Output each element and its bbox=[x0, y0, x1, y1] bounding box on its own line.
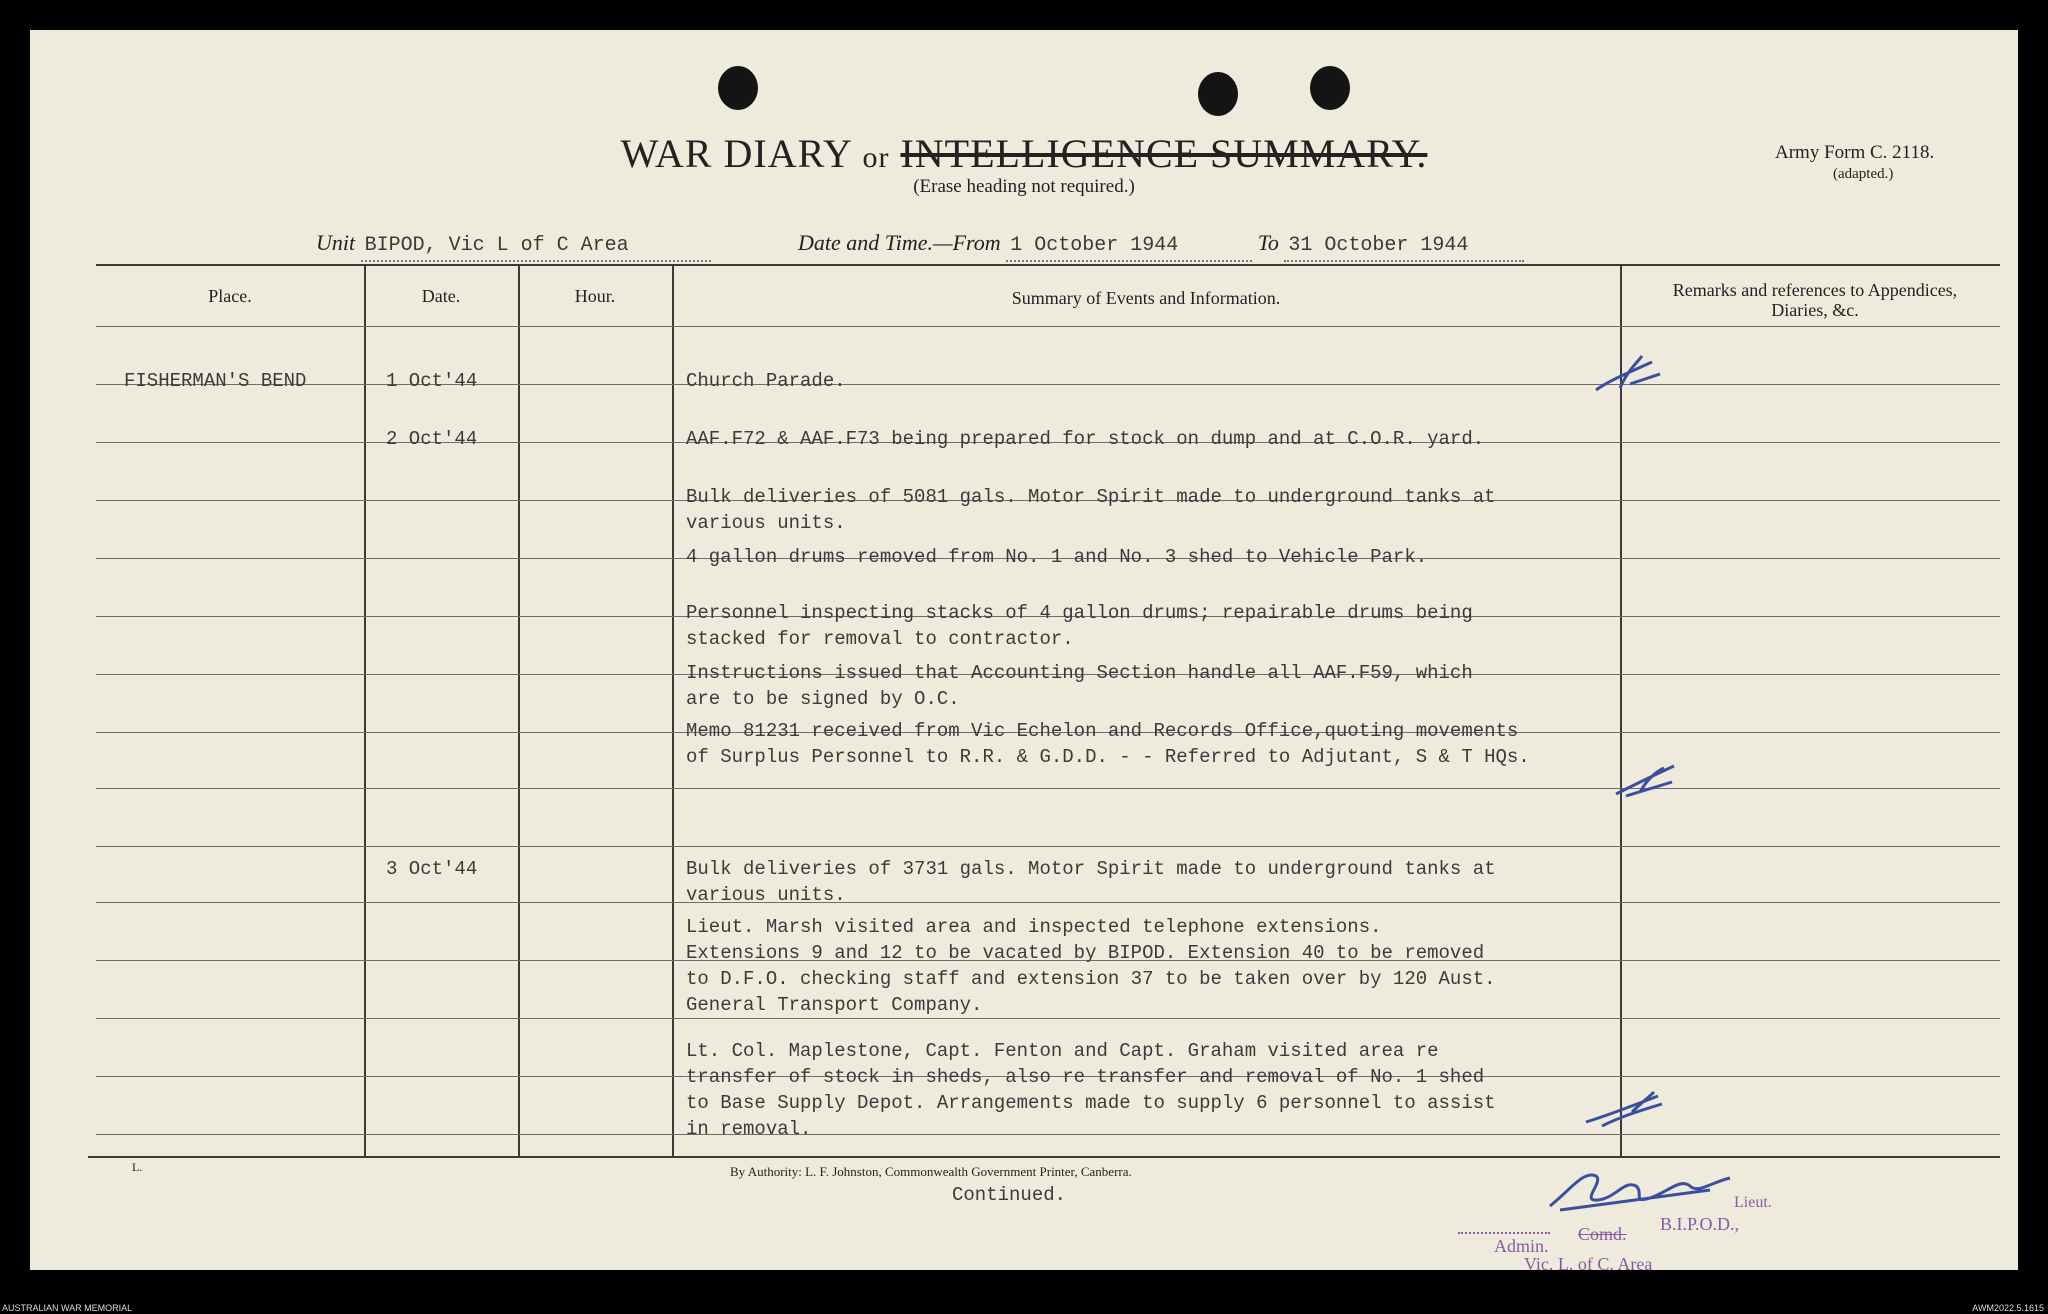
army-form-label bbox=[1775, 142, 1935, 182]
table-top-border bbox=[96, 264, 2000, 266]
entry-summary-line: to D.F.O. checking staff and extension 37 to be taken over by 120 Aust. bbox=[686, 968, 1496, 990]
archive-reference: AWM2022.5.1615 bbox=[1972, 1303, 2044, 1313]
entry-summary-line: Lt. Col. Maplestone, Capt. Fenton and Capt. Graham visited area re bbox=[686, 1040, 1439, 1062]
entry-summary-line: Bulk deliveries of 3731 gals. Motor Spirit made to underground tanks at bbox=[686, 858, 1496, 880]
column-header-remarks: Remarks and references to Appendices, Diaries, &c. bbox=[1672, 280, 1958, 320]
entry-summary-line: AAF.F72 & AAF.F73 being prepared for stock on dump and at C.O.R. yard. bbox=[686, 428, 1485, 450]
pencil-initial-mark bbox=[1590, 350, 1670, 400]
page-title bbox=[30, 130, 2018, 177]
pencil-initial-mark bbox=[1582, 1086, 1672, 1130]
entry-summary-line: Lieut. Marsh visited area and inspected telephone extensions. bbox=[686, 916, 1382, 938]
to-label: To bbox=[1257, 230, 1279, 255]
entry-summary-line: in removal. bbox=[686, 1118, 812, 1140]
entry-summary-line: are to be signed by O.C. bbox=[686, 688, 960, 710]
entry-summary-line: Extensions 9 and 12 to be vacated by BIPOD. Extension 40 to be removed bbox=[686, 942, 1485, 964]
entry-summary-line: various units. bbox=[686, 512, 846, 534]
ruled-line bbox=[96, 384, 2000, 385]
to-value: 31 October 1944 bbox=[1284, 234, 1524, 262]
punch-hole bbox=[1310, 66, 1350, 110]
ruled-line bbox=[96, 902, 2000, 903]
date-label: Date and Time.—From bbox=[798, 230, 1001, 255]
title-or: or bbox=[862, 141, 890, 174]
ruled-line bbox=[96, 846, 2000, 847]
column-divider bbox=[518, 266, 520, 1156]
stamp-admin: Admin. bbox=[1494, 1236, 1549, 1256]
entry-summary-line: to Base Supply Depot. Arrangements made to supply 6 personnel to assist bbox=[686, 1092, 1496, 1114]
entry-date: 1 Oct'44 bbox=[386, 370, 478, 392]
stamp-unit: B.I.P.O.D., bbox=[1660, 1214, 1740, 1234]
stamp-rank: Lieut. bbox=[1734, 1194, 1772, 1211]
date-field bbox=[798, 230, 1524, 262]
title-struck: INTELLIGENCE SUMMARY. bbox=[900, 131, 1428, 176]
pencil-initial-mark bbox=[1610, 758, 1690, 802]
entry-date: 2 Oct'44 bbox=[386, 428, 478, 450]
punch-hole bbox=[718, 66, 758, 110]
unit-field bbox=[316, 230, 711, 262]
column-header-summary: Summary of Events and Information. bbox=[1011, 288, 1281, 308]
stamp-comd: Comd. bbox=[1578, 1224, 1627, 1244]
ruled-line bbox=[96, 1018, 2000, 1019]
stamp-dotted-line bbox=[1458, 1232, 1550, 1234]
entry-summary-line: Church Parade. bbox=[686, 370, 846, 392]
entry-summary-line: Memo 81231 received from Vic Echelon and Records Office,quoting movements bbox=[686, 720, 1519, 742]
entry-summary-line: stacked for removal to contractor. bbox=[686, 628, 1074, 650]
printer-authority: By Authority: L. F. Johnston, Commonwealth Government Printer, Canberra. bbox=[730, 1164, 1132, 1179]
ruled-line bbox=[96, 788, 2000, 789]
column-divider bbox=[672, 266, 674, 1156]
archive-label: AUSTRALIAN WAR MEMORIAL bbox=[2, 1303, 133, 1313]
punch-hole bbox=[1198, 72, 1238, 116]
entry-date: 3 Oct'44 bbox=[386, 858, 478, 880]
diary-page bbox=[30, 30, 2018, 1274]
entry-summary-line: 4 gallon drums removed from No. 1 and No. 3 shed to Vehicle Park. bbox=[686, 546, 1428, 568]
subtitle: (Erase heading not required.) bbox=[913, 176, 1135, 197]
column-header-hour: Hour. bbox=[574, 286, 616, 306]
army-form-note: (adapted.) bbox=[1833, 166, 1894, 182]
unit-value: BIPOD, Vic L of C Area bbox=[361, 234, 711, 262]
column-divider bbox=[364, 266, 366, 1156]
entry-place: FISHERMAN'S BEND bbox=[124, 370, 307, 392]
signature bbox=[1540, 1160, 1740, 1220]
entry-summary-line: various units. bbox=[686, 884, 846, 906]
unit-label: Unit bbox=[316, 230, 356, 255]
table-bottom-border bbox=[88, 1156, 2000, 1158]
ruled-line bbox=[96, 1134, 2000, 1135]
entry-summary-line: of Surplus Personnel to R.R. & G.D.D. - - Referred to Adjutant, S & T HQs. bbox=[686, 746, 1530, 768]
from-value: 1 October 1944 bbox=[1006, 234, 1252, 262]
column-header-date: Date. bbox=[421, 286, 461, 306]
column-header-place: Place. bbox=[208, 286, 252, 306]
stamp-area: Vic. L. of C. Area bbox=[1524, 1254, 1653, 1274]
entry-summary-line: Instructions issued that Accounting Section handle all AAF.F59, which bbox=[686, 662, 1473, 684]
title-war-diary: WAR DIARY bbox=[620, 131, 852, 176]
entry-summary-line: Bulk deliveries of 5081 gals. Motor Spirit made to underground tanks at bbox=[686, 486, 1496, 508]
continued-note: Continued. bbox=[952, 1184, 1067, 1206]
footer-mark: L. bbox=[132, 1160, 143, 1174]
ruled-line bbox=[96, 326, 2000, 327]
entry-summary-line: Personnel inspecting stacks of 4 gallon drums; repairable drums being bbox=[686, 602, 1473, 624]
entry-summary-line: transfer of stock in sheds, also re transfer and removal of No. 1 shed bbox=[686, 1066, 1485, 1088]
entry-summary-line: General Transport Company. bbox=[686, 994, 983, 1016]
army-form-number: Army Form C. 2118. bbox=[1775, 142, 1935, 163]
